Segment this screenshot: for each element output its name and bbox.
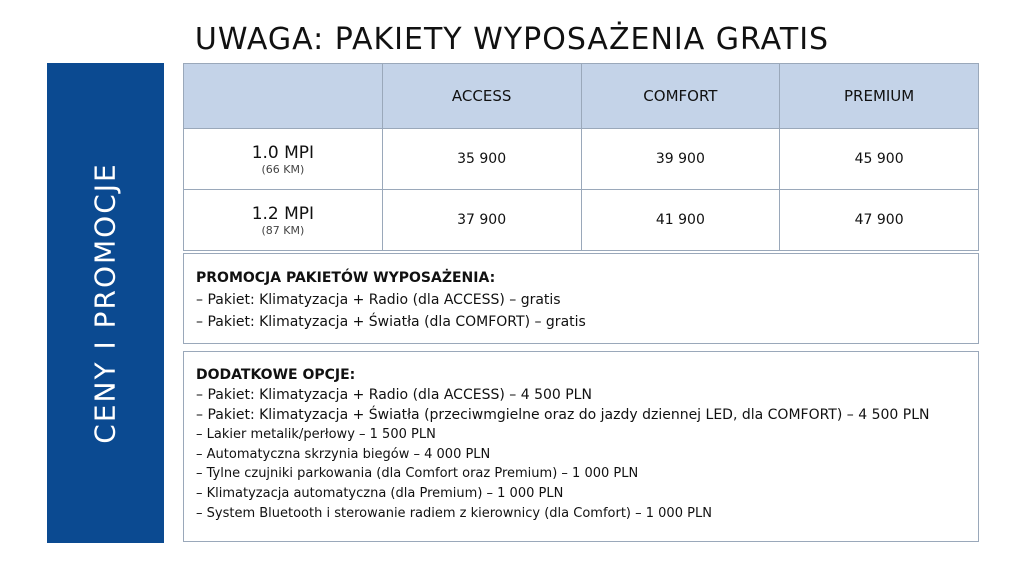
engine-power: (66 KM) [261,162,305,176]
header-premium: PREMIUM [780,64,979,129]
promo-box [183,253,979,344]
list-item: – Lakier metalik/perłowy – 1 500 PLN [196,427,436,443]
header-comfort: COMFORT [581,64,780,129]
price-comfort: 39 900 [581,129,780,190]
options-box [183,351,979,542]
sidebar-label: CENY I PROMOCJE [88,162,122,444]
promo-heading: PROMOCJA PAKIETÓW WYPOSAŻENIA: [196,270,496,286]
price-comfort: 41 900 [581,190,780,251]
price-access: 35 900 [382,129,581,190]
engine-name: 1.0 MPI [251,142,315,163]
price-premium: 47 900 [780,190,979,251]
list-item: – System Bluetooth i sterowanie radiem z kierownicy (dla Comfort) – 1 000 PLN [196,505,712,521]
sidebar-banner [47,63,164,543]
page-title: UWAGA: PAKIETY WYPOSAŻENIA GRATIS [194,22,830,58]
promo-list [196,289,966,333]
table-row [184,129,979,190]
engine-name: 1.2 MPI [251,203,315,224]
engine-cell [184,190,383,251]
price-table-header [184,64,979,129]
list-item: – Automatyczna skrzynia biegów – 4 000 PLN [196,446,491,462]
options-list [196,386,966,523]
list-item: – Pakiet: Klimatyzacja + Światła (przeciwmgielne oraz do jazdy dziennej LED, dla COMFORT) – 4 500 PLN [196,406,930,423]
price-premium: 45 900 [780,129,979,190]
list-item: – Pakiet: Klimatyzacja + Światła (dla COMFORT) – gratis [196,314,586,330]
list-item: – Pakiet: Klimatyzacja + Radio (dla ACCESS) – gratis [196,292,561,308]
engine-power: (87 KM) [261,223,305,237]
header-access: ACCESS [382,64,581,129]
engine-cell [184,129,383,190]
price-access: 37 900 [382,190,581,251]
price-table [183,63,979,251]
list-item: – Pakiet: Klimatyzacja + Radio (dla ACCESS) – 4 500 PLN [196,387,592,403]
list-item: – Tylne czujniki parkowania (dla Comfort oraz Premium) – 1 000 PLN [196,466,639,482]
list-item: – Klimatyzacja automatyczna (dla Premium) – 1 000 PLN [196,485,564,501]
options-heading: DODATKOWE OPCJE: [196,367,356,383]
header-empty [184,64,383,129]
table-row [184,190,979,251]
